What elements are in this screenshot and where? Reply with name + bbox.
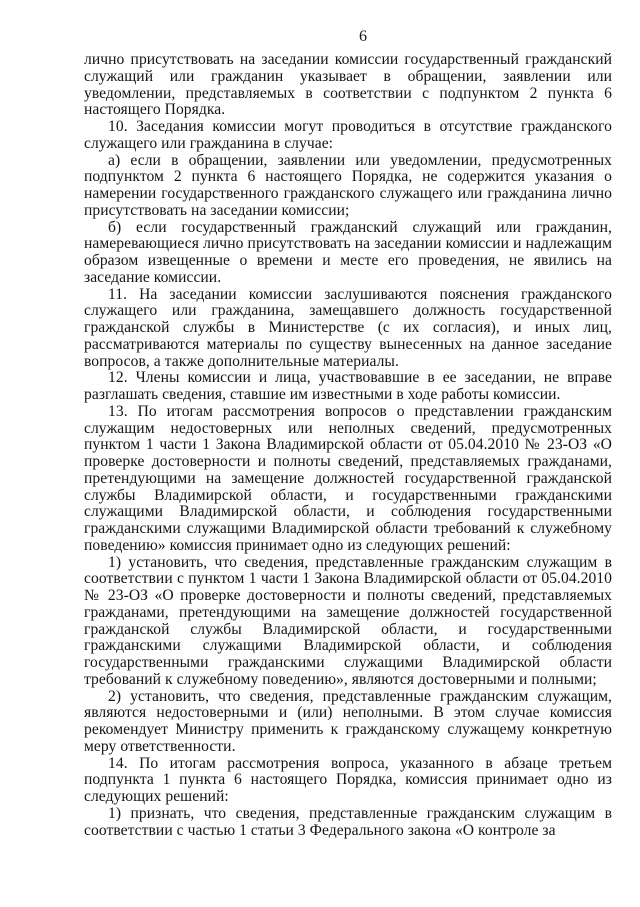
paragraph: 14. По итогам рассмотрения вопроса, указанного в абзаце третьем подпункта 1 пункта 6 настоящего Порядка, комиссия принимает одно из следующих решений: — [84, 754, 612, 805]
page-number: 6 — [359, 28, 367, 45]
paragraph: б) если государственный гражданский служащий или гражданин, намеревающиеся лично присутствовать на заседании комиссии и надлежащим образом извещенные о времени и месте его проведения, не явились на заседание комиссии. — [84, 218, 612, 286]
paragraph: 10. Заседания комиссии могут проводиться в отсутствие гражданского служащего или гражданина в случае: — [84, 118, 612, 152]
paragraph: 11. На заседании комиссии заслушиваются пояснения гражданского служащего или гражданина, замещавшего должность государственной гражданской службы в Министерстве (с их согласия), и иных лиц, рассматриваются материалы по существу вынесенных на данное заседание вопросов, а также дополнительные материалы. — [84, 285, 612, 370]
paragraph: а) если в обращении, заявлении или уведомлении, предусмотренных подпунктом 2 пункта 6 настоящего Порядка, не содержится указания о намерении государственного гражданского служащего или гражданина лично присутствовать на заседании комиссии; — [84, 151, 612, 219]
paragraph: 1) признать, что сведения, представленные гражданским служащим в соответствии с частью 1 статьи 3 Федерального закона «О контроле за — [84, 804, 612, 839]
paragraph: 13. По итогам рассмотрения вопросов о представлении гражданским служащим недостоверных или неполных сведений, предусмотренных пунктом 1 части 1 Закона Владимирской области от 05.04.2010 № 23-ОЗ «О проверке достоверности и полноты сведений, представляемых гражданами, претендующими на замещение должностей государственной гражданской службы Владимирской области, и государственными гражданскими служащими Владимирской области, и соблюдения государственными гражданскими служащими Владимирской области требований к служебному поведению» комиссия принимает одно из следующих решений: — [84, 402, 612, 554]
paragraph: лично присутствовать на заседании комиссии государственный гражданский служащий или гражданин указывает в обращении, заявлении или уведомлении, представляемых в соответствии с подпунктом 2 пункта 6 настоящего Порядка. — [84, 51, 612, 119]
paragraph: 1) установить, что сведения, представленные гражданским служащим в соответствии с пунктом 1 части 1 Закона Владимирской области от 05.04.2010 № 23-ОЗ «О проверке достоверности и полноты сведений, представляемых гражданами, претендующими на замещение должностей государственной гражданской службы Владимирской области, и государственными гражданскими служащими Владимирской области, и соблюдения государственными гражданскими служащими Владимирской области требований к служебному поведению», являются достоверными и полными; — [84, 553, 612, 688]
paragraph: 12. Члены комиссии и лица, участвовавшие в ее заседании, не вправе разглашать сведения, ставшие им известными в ходе работы комиссии. — [84, 369, 612, 403]
document-body — [84, 52, 612, 839]
paragraph: 2) установить, что сведения, представленные гражданским служащим, являются недостоверными и (или) неполными. В этом случае комиссия рекомендует Министру применить к гражданскому служащему конкретную меру ответственности. — [84, 687, 612, 755]
